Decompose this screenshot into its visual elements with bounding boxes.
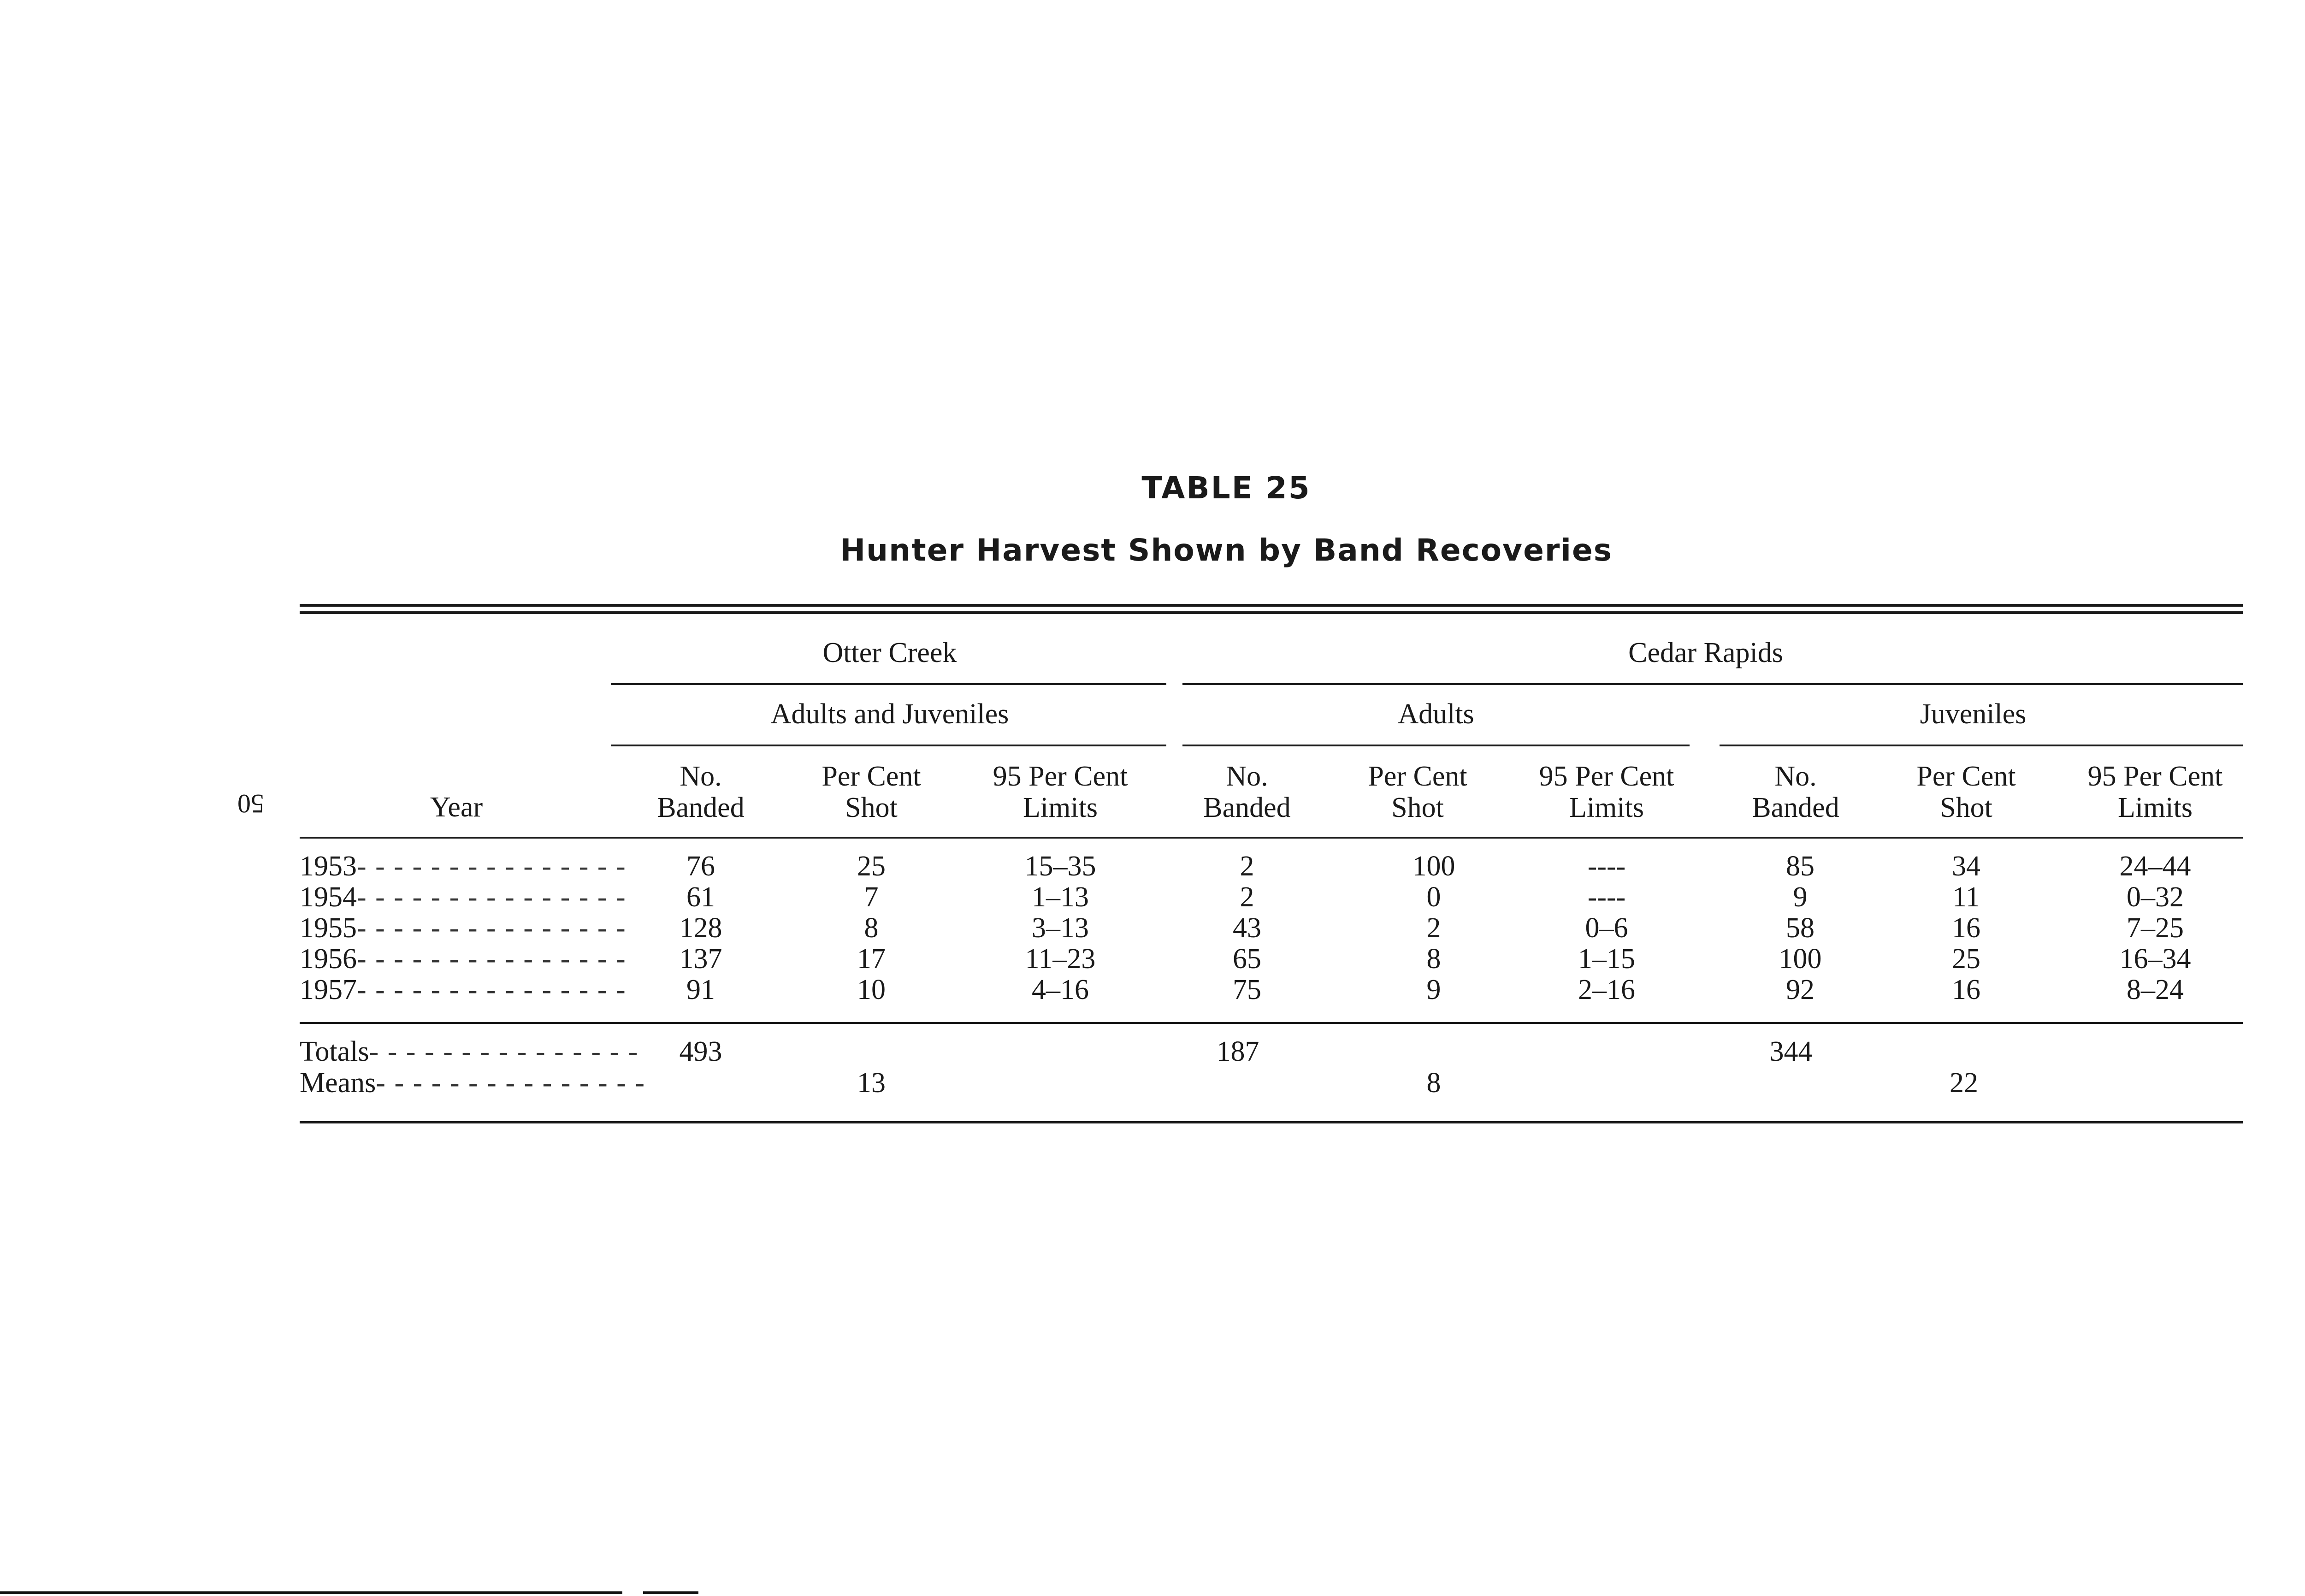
cell-a-limits: 1–15 [1578, 943, 1635, 975]
group-rule-otter [611, 683, 1166, 685]
cell-oc-limits: 11–23 [1025, 943, 1096, 975]
cell-j-banded: 85 [1786, 851, 1814, 882]
rows-rule [300, 1022, 2243, 1024]
year-cell: 1954- - - - - - - - - - - - - - - [300, 881, 626, 913]
cell-j-limits: 24–44 [2119, 851, 2191, 882]
means-oc-shot: 13 [857, 1067, 886, 1099]
cell-oc-shot: 25 [857, 851, 886, 882]
cell-j-limits: 7–25 [2127, 912, 2184, 944]
cell-j-limits: 8–24 [2127, 974, 2184, 1005]
cell-oc-banded: 76 [686, 851, 715, 882]
cell-oc-shot: 8 [864, 912, 879, 944]
means-a-shot: 8 [1426, 1067, 1441, 1099]
col-year: Year [430, 792, 483, 823]
cell-a-limits: ---- [1587, 881, 1626, 913]
col-j-limits: 95 Per Cent Limits [2087, 761, 2223, 823]
cell-j-shot: 16 [1952, 974, 1980, 1005]
cell-a-shot: 0 [1426, 881, 1441, 913]
year-cell: 1953- - - - - - - - - - - - - - - [300, 851, 626, 882]
subgroup-adults-juveniles: Adults and Juveniles [770, 698, 1009, 730]
cell-j-shot: 34 [1952, 851, 1980, 882]
cell-a-shot: 2 [1426, 912, 1441, 944]
group-cedar-rapids: Cedar Rapids [1628, 637, 1783, 668]
col-oc-banded: No. Banded [657, 761, 745, 823]
scan-edge-bar-2 [643, 1591, 698, 1594]
cell-j-banded: 9 [1793, 881, 1808, 913]
cell-j-limits: 16–34 [2119, 943, 2191, 975]
cell-a-banded: 2 [1240, 851, 1254, 882]
totals-j-banded: 344 [1769, 1036, 1813, 1067]
subgroup-rule-juveniles [1720, 745, 2243, 746]
totals-label: Totals- - - - - - - - - - - - - - - [300, 1036, 639, 1067]
means-label: Means- - - - - - - - - - - - - - - [300, 1067, 645, 1099]
subgroup-juveniles: Juveniles [1920, 698, 2027, 730]
cell-a-banded: 43 [1233, 912, 1261, 944]
col-j-shot: Per Cent Shot [1916, 761, 2016, 823]
page-number: 50 [237, 789, 264, 819]
cell-j-shot: 16 [1952, 912, 1980, 944]
header-rule [300, 837, 2243, 839]
col-oc-shot: Per Cent Shot [822, 761, 921, 823]
year-cell: 1957- - - - - - - - - - - - - - - [300, 974, 626, 1005]
col-a-shot: Per Cent Shot [1368, 761, 1467, 823]
cell-oc-shot: 17 [857, 943, 886, 975]
cell-j-shot: 11 [1952, 881, 1980, 913]
col-a-banded: No. Banded [1203, 761, 1291, 823]
cell-oc-limits: 3–13 [1032, 912, 1089, 944]
subgroup-rule-adults [1182, 745, 1690, 746]
table-label: TABLE 25 [1141, 470, 1311, 506]
cell-oc-banded: 61 [686, 881, 715, 913]
cell-a-banded: 75 [1233, 974, 1261, 1005]
cell-a-shot: 100 [1412, 851, 1455, 882]
group-otter-creek: Otter Creek [822, 637, 957, 668]
cell-a-shot: 9 [1426, 974, 1441, 1005]
subgroup-rule-aj [611, 745, 1166, 746]
top-rule-2 [300, 611, 2243, 614]
cell-oc-limits: 1–13 [1032, 881, 1089, 913]
group-rule-cedar [1182, 683, 2243, 685]
cell-oc-banded: 91 [686, 974, 715, 1005]
cell-a-banded: 2 [1240, 881, 1254, 913]
year-cell: 1956- - - - - - - - - - - - - - - [300, 943, 626, 975]
totals-oc-banded: 493 [679, 1036, 722, 1067]
top-rule-1 [300, 604, 2243, 607]
cell-a-limits: ---- [1587, 851, 1626, 882]
cell-a-banded: 65 [1233, 943, 1261, 975]
scan-edge-bar [0, 1591, 622, 1594]
cell-a-shot: 8 [1426, 943, 1441, 975]
means-j-shot: 22 [1950, 1067, 1978, 1099]
cell-j-limits: 0–32 [2127, 881, 2184, 913]
cell-j-banded: 92 [1786, 974, 1814, 1005]
cell-oc-shot: 10 [857, 974, 886, 1005]
cell-j-banded: 100 [1779, 943, 1822, 975]
col-a-limits: 95 Per Cent Limits [1539, 761, 1674, 823]
cell-a-limits: 2–16 [1578, 974, 1635, 1005]
table-title: Hunter Harvest Shown by Band Recoveries [839, 532, 1613, 568]
cell-j-banded: 58 [1786, 912, 1814, 944]
cell-oc-limits: 4–16 [1032, 974, 1089, 1005]
cell-oc-shot: 7 [864, 881, 879, 913]
cell-oc-banded: 128 [679, 912, 722, 944]
cell-oc-limits: 15–35 [1024, 851, 1096, 882]
totals-a-banded: 187 [1216, 1036, 1259, 1067]
cell-a-limits: 0–6 [1585, 912, 1628, 944]
col-j-banded: No. Banded [1752, 761, 1839, 823]
bottom-rule [300, 1121, 2243, 1123]
cell-j-shot: 25 [1952, 943, 1980, 975]
col-oc-limits: 95 Per Cent Limits [993, 761, 1128, 823]
subgroup-adults: Adults [1398, 698, 1474, 730]
year-cell: 1955- - - - - - - - - - - - - - - [300, 912, 626, 944]
cell-oc-banded: 137 [679, 943, 722, 975]
